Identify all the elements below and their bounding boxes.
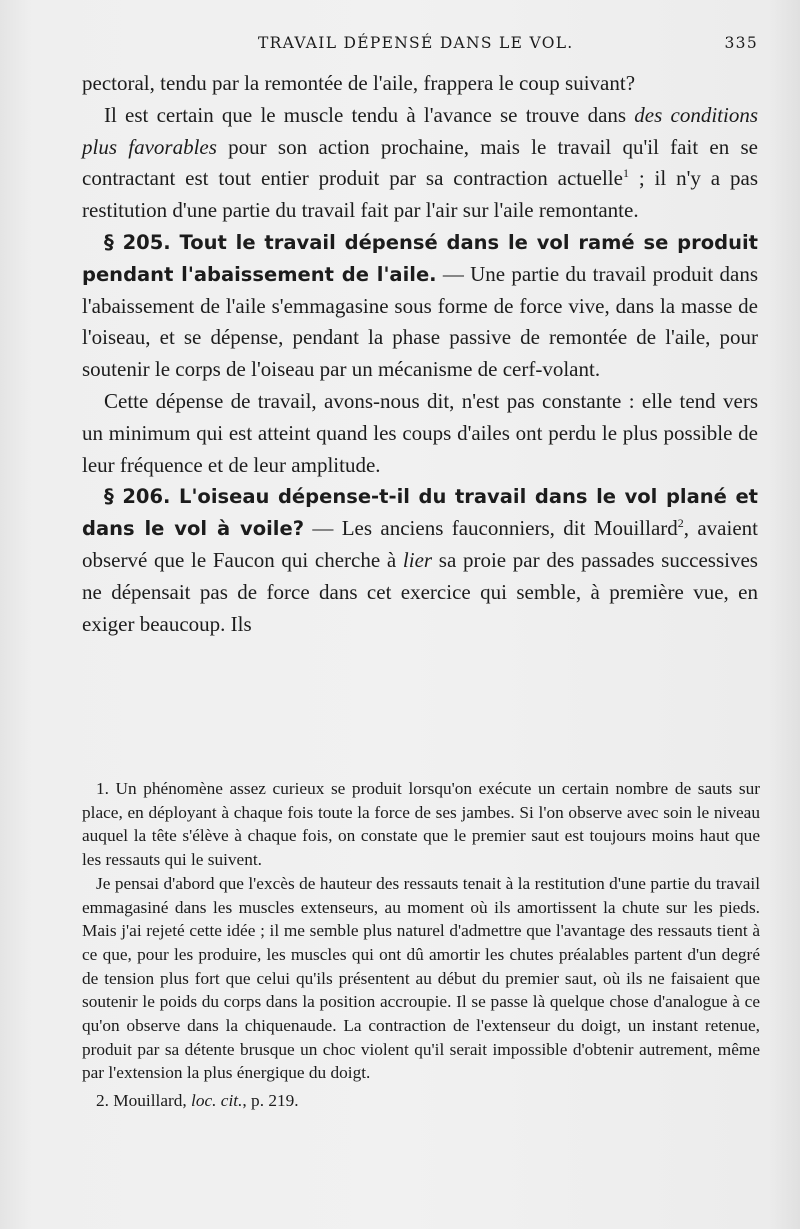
italic-phrase: des conditions plus favorables — [82, 102, 758, 159]
footnote-2 — [82, 1089, 760, 1113]
section-206-heading: § 206. L'oiseau dépense-t-il du travail dans le vol plané et dans le vol à voile? — [82, 485, 758, 541]
page-number: 335 — [724, 34, 758, 52]
running-header — [82, 34, 758, 56]
footnote-1-continued: Je pensai d'abord que l'excès de hauteur des ressauts tenait à la restitution d'une partie du travail emmagasiné dans les muscles extenseurs, au moment où ils amortissent la chute sur les pieds. Mais j'ai rejeté cette idée ; il me semble plus naturel d'admettre que l'avantage des ressauts tient à ce que, pour les produire, les muscles qui ont dû amortir les chutes préalables partent d'un degré de tension plus fort que celui qu'ils présentent au début du premier saut, où ils ne faisaient que soutenir le poids du corps dans la position accroupie. Il se passe là quelque chose d'analogue à ce qu'on observe dans la chiquenaude. La contraction de l'extenseur du doigt, un instant retenue, produit par sa détente brusque un choc violent qu'il serait impossible d'obtenir autrement, même par l'extension la plus énergique du doigt. — [82, 873, 760, 1083]
text-run: sa proie par des passades successives ne dépensait pas de force dans cet exercice qui semble, à première vue, en exiger beaucoup. Ils — [82, 547, 758, 636]
italic-citation: loc. cit. — [191, 1091, 243, 1111]
footnotes — [82, 777, 760, 1113]
section-205 — [82, 227, 758, 386]
main-text — [82, 68, 758, 640]
section-205-heading: § 205. Tout le travail dépensé dans le vol ramé se produit pendant l'abaissement de l'aile. — [82, 230, 758, 286]
section-206 — [82, 481, 758, 640]
text-run: , p. 219. — [242, 1091, 299, 1111]
footnote-ref-1: 1 — [622, 166, 629, 181]
footnote-1: 1. Un phénomène assez curieux se produit lorsqu'on exécute un certain nombre de sauts sur place, en déployant à chaque fois toute la force de ses jambes. Si l'on observe avec soin le niveau auquel la tête s'élève à chaque fois, on constate que le premier saut est toujours moins haut que les ressauts qui le suivent. — [82, 779, 760, 870]
text-run: — Les anciens fauconniers, dit Mouillard — [304, 516, 678, 541]
text-run: ; il n'y a pas restitution d'une partie du travail fait par l'air sur l'aile remontante. — [82, 166, 758, 223]
footnote-ref-2: 2 — [677, 516, 684, 531]
paragraph-work-expense: Cette dépense de travail, avons-nous dit, n'est pas constante : elle tend vers un minimum qui est atteint quand les coups d'ailes ont perdu le plus possible de leur fréquence et de leur amplitude. — [82, 388, 758, 477]
text-run: pour son action prochaine, mais le travail qu'il fait en se contractant est tout entier produit par sa contraction actuelle — [82, 134, 758, 191]
text-run: 2. Mouillard, — [96, 1091, 192, 1111]
paragraph-continuation: pectoral, tendu par la remontée de l'aile, frappera le coup suivant? — [82, 71, 636, 95]
text-run: , avaient observé que le Faucon qui cherche à — [82, 516, 758, 572]
running-title: TRAVAIL DÉPENSÉ DANS LE VOL. — [258, 34, 574, 52]
paragraph-muscle-tension — [82, 100, 758, 227]
section-205-text: — Une partie du travail produit dans l'abaissement de l'aile s'emmagasine sous forme de force vive, dans la masse de l'oiseau, et se dépense, pendant la phase passive de remontée de l'aile, pour soutenir le corps de l'oiseau par un mécanisme de cerf-volant. — [82, 261, 758, 382]
text-run: Il est certain que le muscle tendu à l'avance se trouve dans — [104, 102, 627, 127]
italic-word: lier — [402, 547, 433, 572]
